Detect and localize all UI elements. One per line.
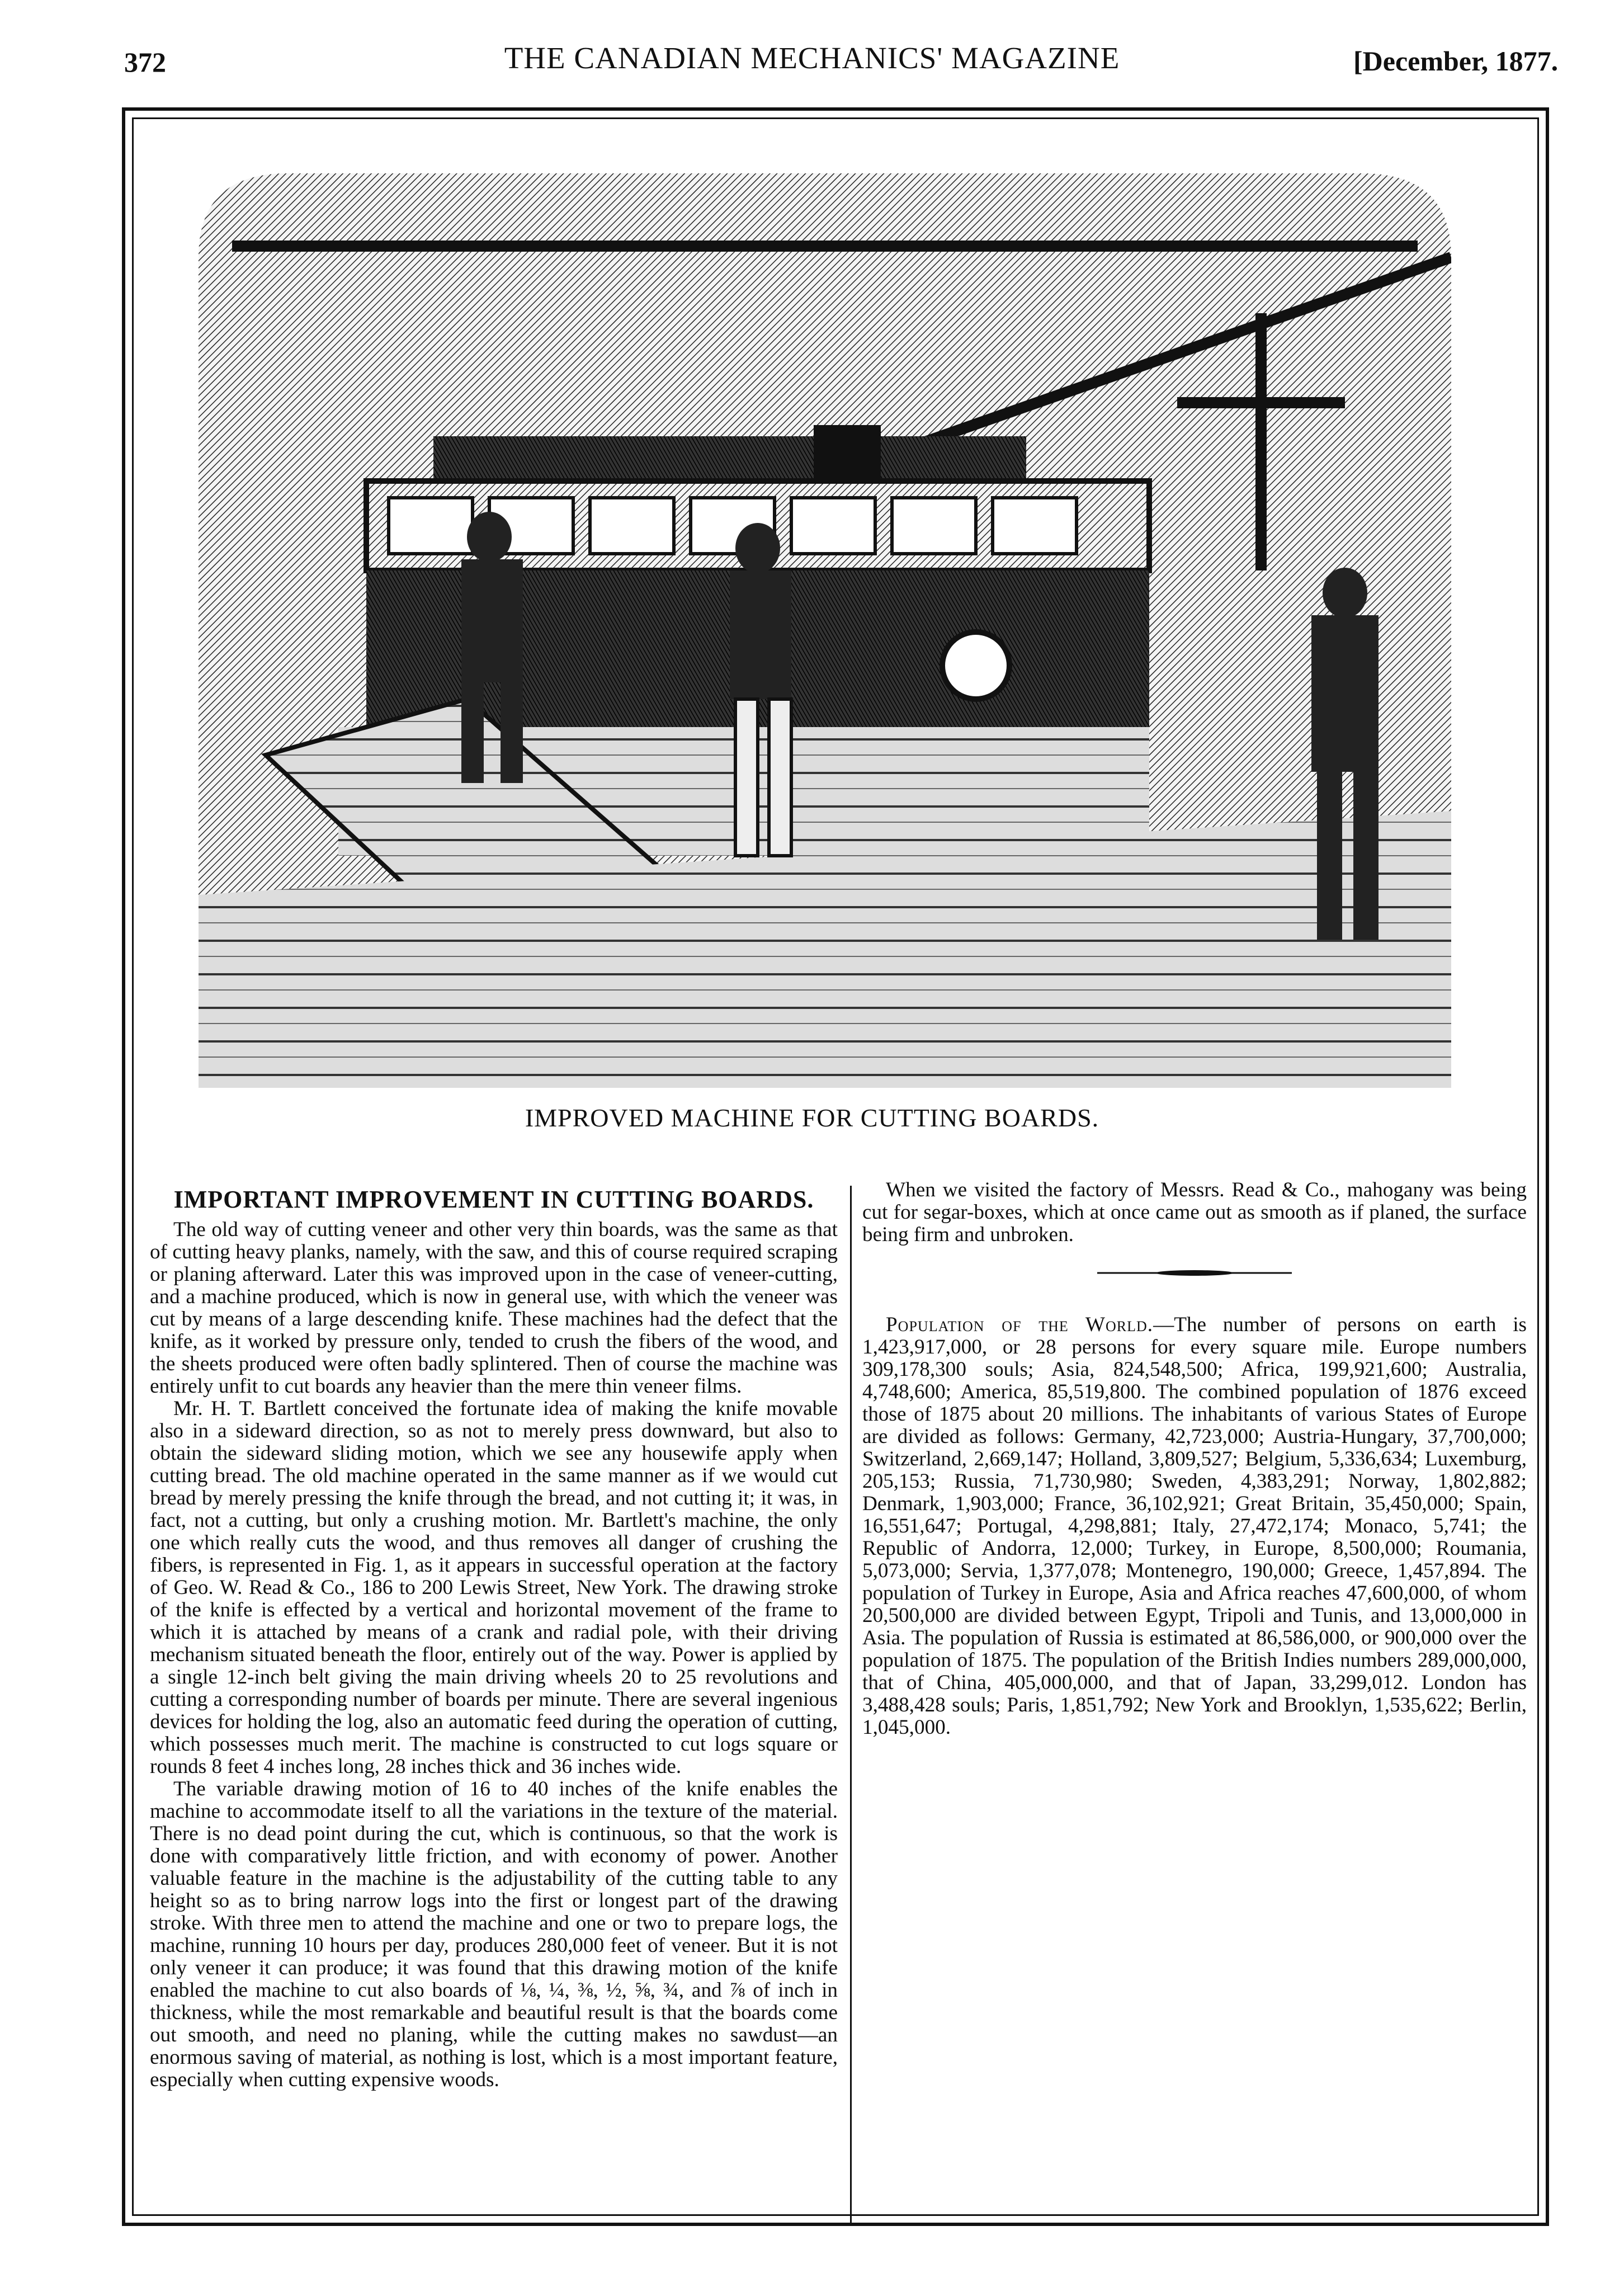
column-divider bbox=[850, 1186, 852, 2223]
machine-engraving bbox=[199, 168, 1451, 1088]
population-lead: Population of the World. bbox=[886, 1313, 1154, 1336]
issue-date: [December, 1877. bbox=[1353, 45, 1559, 77]
article-column-left bbox=[150, 1186, 838, 2091]
article-paragraph: When we visited the factory of Messrs. Read & Co., mahogany was being cut for segar-boxes, which at once came out as smooth as if planed, the surface being firm and unbroken. bbox=[862, 1178, 1527, 1246]
population-text: —The number of persons on earth is 1,423,917,000, or 28 persons for every square mile. Europe numbers 309,178,300 souls; Asia, 824,548,500; Africa, 199,921,600; Australia, 4,748,600; America, 85,519,800. The combined population of 1876 exceed those of 1875 about 20 millions. The inhabitants of various States of Europe are divided as follows: Germany, 42,723,000; Austria-Hungary, 37,700,000; Switzerland, 2,669,147; Holland, 3,809,527; Belgium, 5,336,634; Luxemburg, 205,153; Russia, 71,730,980; Sweden, 4,383,291; Norway, 1,802,882; Denmark, 1,903,000; France, 36,102,921; Great Britain, 35,450,000; Spain, 16,551,647; Portugal, 4,298,881; Italy, 27,472,174; Monaco, 5,741; the Republic of Andorra, 12,000; Turkey, in Europe, 8,500,000; Roumania, 5,073,000; Servia, 1,377,078; Montenegro, 190,000; Greece, 1,457,894. The population of Turkey in Europe, Asia and Africa reaches 47,600,000, of whom 20,500,000 are divided between Egypt, Tripoli and Tunis, and 13,000,000 in Asia. The population of Russia is estimated at 86,586,000, or 900,000 over the population of 1875. The population of the British Indies numbers 289,000,000, that of China, 405,000,000, and that of Japan, 33,299,012. London has 3,488,428 souls; Paris, 1,851,792; New York and Brooklyn, 1,535,622; Berlin, 1,045,000. bbox=[862, 1313, 1527, 1739]
article-paragraph: Mr. H. T. Bartlett conceived the fortunate idea of making the knife movable also in a sideward direction, so as not to merely press downward, but also to obtain the sideward sliding motion, which we see any housewife apply when cutting bread. The old machine operated in the same manner as if we would cut bread by merely pressing the knife through the bread, and not cutting it; it was, in fact, not a cutting, but only a crushing motion. Mr. Bartlett's machine, the only one which really cuts the wood, and thus removes all danger of crushing the fibers, is represented in Fig. 1, as it appears in successful operation at the factory of Geo. W. Read & Co., 186 to 200 Lewis Street, New York. The drawing stroke of the knife is effected by a vertical and horizontal movement of the frame to which it is attached by means of a crank and radial pole, with their driving mechanism situated beneath the floor, entirely out of the way. Power is applied by a single 12-inch belt giving the main driving wheels 20 to 25 revolutions and cutting a corresponding number of boards per minute. There are several ingenious devices for holding the log, also an automatic feed during the operation of cutting, which possesses much merit. The machine is constructed to cut logs square or rounds 8 feet 4 inches long, 28 inches thick and 36 inches wide. bbox=[150, 1397, 838, 1778]
article-paragraph: The old way of cutting veneer and other very thin boards, was the same as that of cutting heavy planks, namely, with the saw, and this of course required scraping or planing afterward. Later this was improved upon in the case of veneer-cutting, and a machine produced, which is now in general use, with which the veneer was cut by means of a large descending knife. These machines had the defect that the knife, as it worked by pressure only, tended to crush the fibers of the wood, and the sheets produced were often badly splintered. Then of course the machine was entirely unfit to cut boards any heavier than the mere thin veneer films. bbox=[150, 1218, 838, 1398]
ornamental-rule bbox=[862, 1261, 1527, 1285]
drive-wheel bbox=[942, 632, 1009, 699]
article-title: IMPORTANT IMPROVEMENT IN CUTTING BOARDS. bbox=[173, 1186, 814, 1213]
running-head bbox=[0, 0, 1624, 112]
magazine-title: THE CANADIAN MECHANICS' MAGAZINE bbox=[504, 41, 1120, 75]
page-number: 372 bbox=[124, 46, 166, 78]
figure-caption: IMPROVED MACHINE FOR CUTTING BOARDS. bbox=[525, 1103, 1099, 1132]
article-paragraph: The variable drawing motion of 16 to 40 inches of the knife enables the machine to accommodate itself to all the variations in the texture of the material. There is no dead point during the cut, which is continuous, so that the work is done with comparatively little friction, and with economy of power. Another valuable feature in the machine is the adjustability of the cutting table to any height so as to bring narrow logs into the first or longest part of the drawing stroke. With three men to attend the machine and one or two to prepare logs, the machine, running 10 hours per day, produces 280,000 feet of veneer. But it is not only veneer it can produce; it was found that this drawing motion of the knife enabled the machine to cut also boards of ⅛, ¼, ⅜, ½, ⅝, ¾, and ⅞ of inch in thickness, while the most remarkable and beautiful result is that the boards come out smooth, and need no planing, while the cutting makes no sawdust—an enormous saving of material, as nothing is lost, which is a most important feature, especially when cutting expensive woods. bbox=[150, 1777, 838, 2091]
population-paragraph bbox=[862, 1314, 1527, 1739]
article-column-right bbox=[862, 1179, 1527, 1739]
